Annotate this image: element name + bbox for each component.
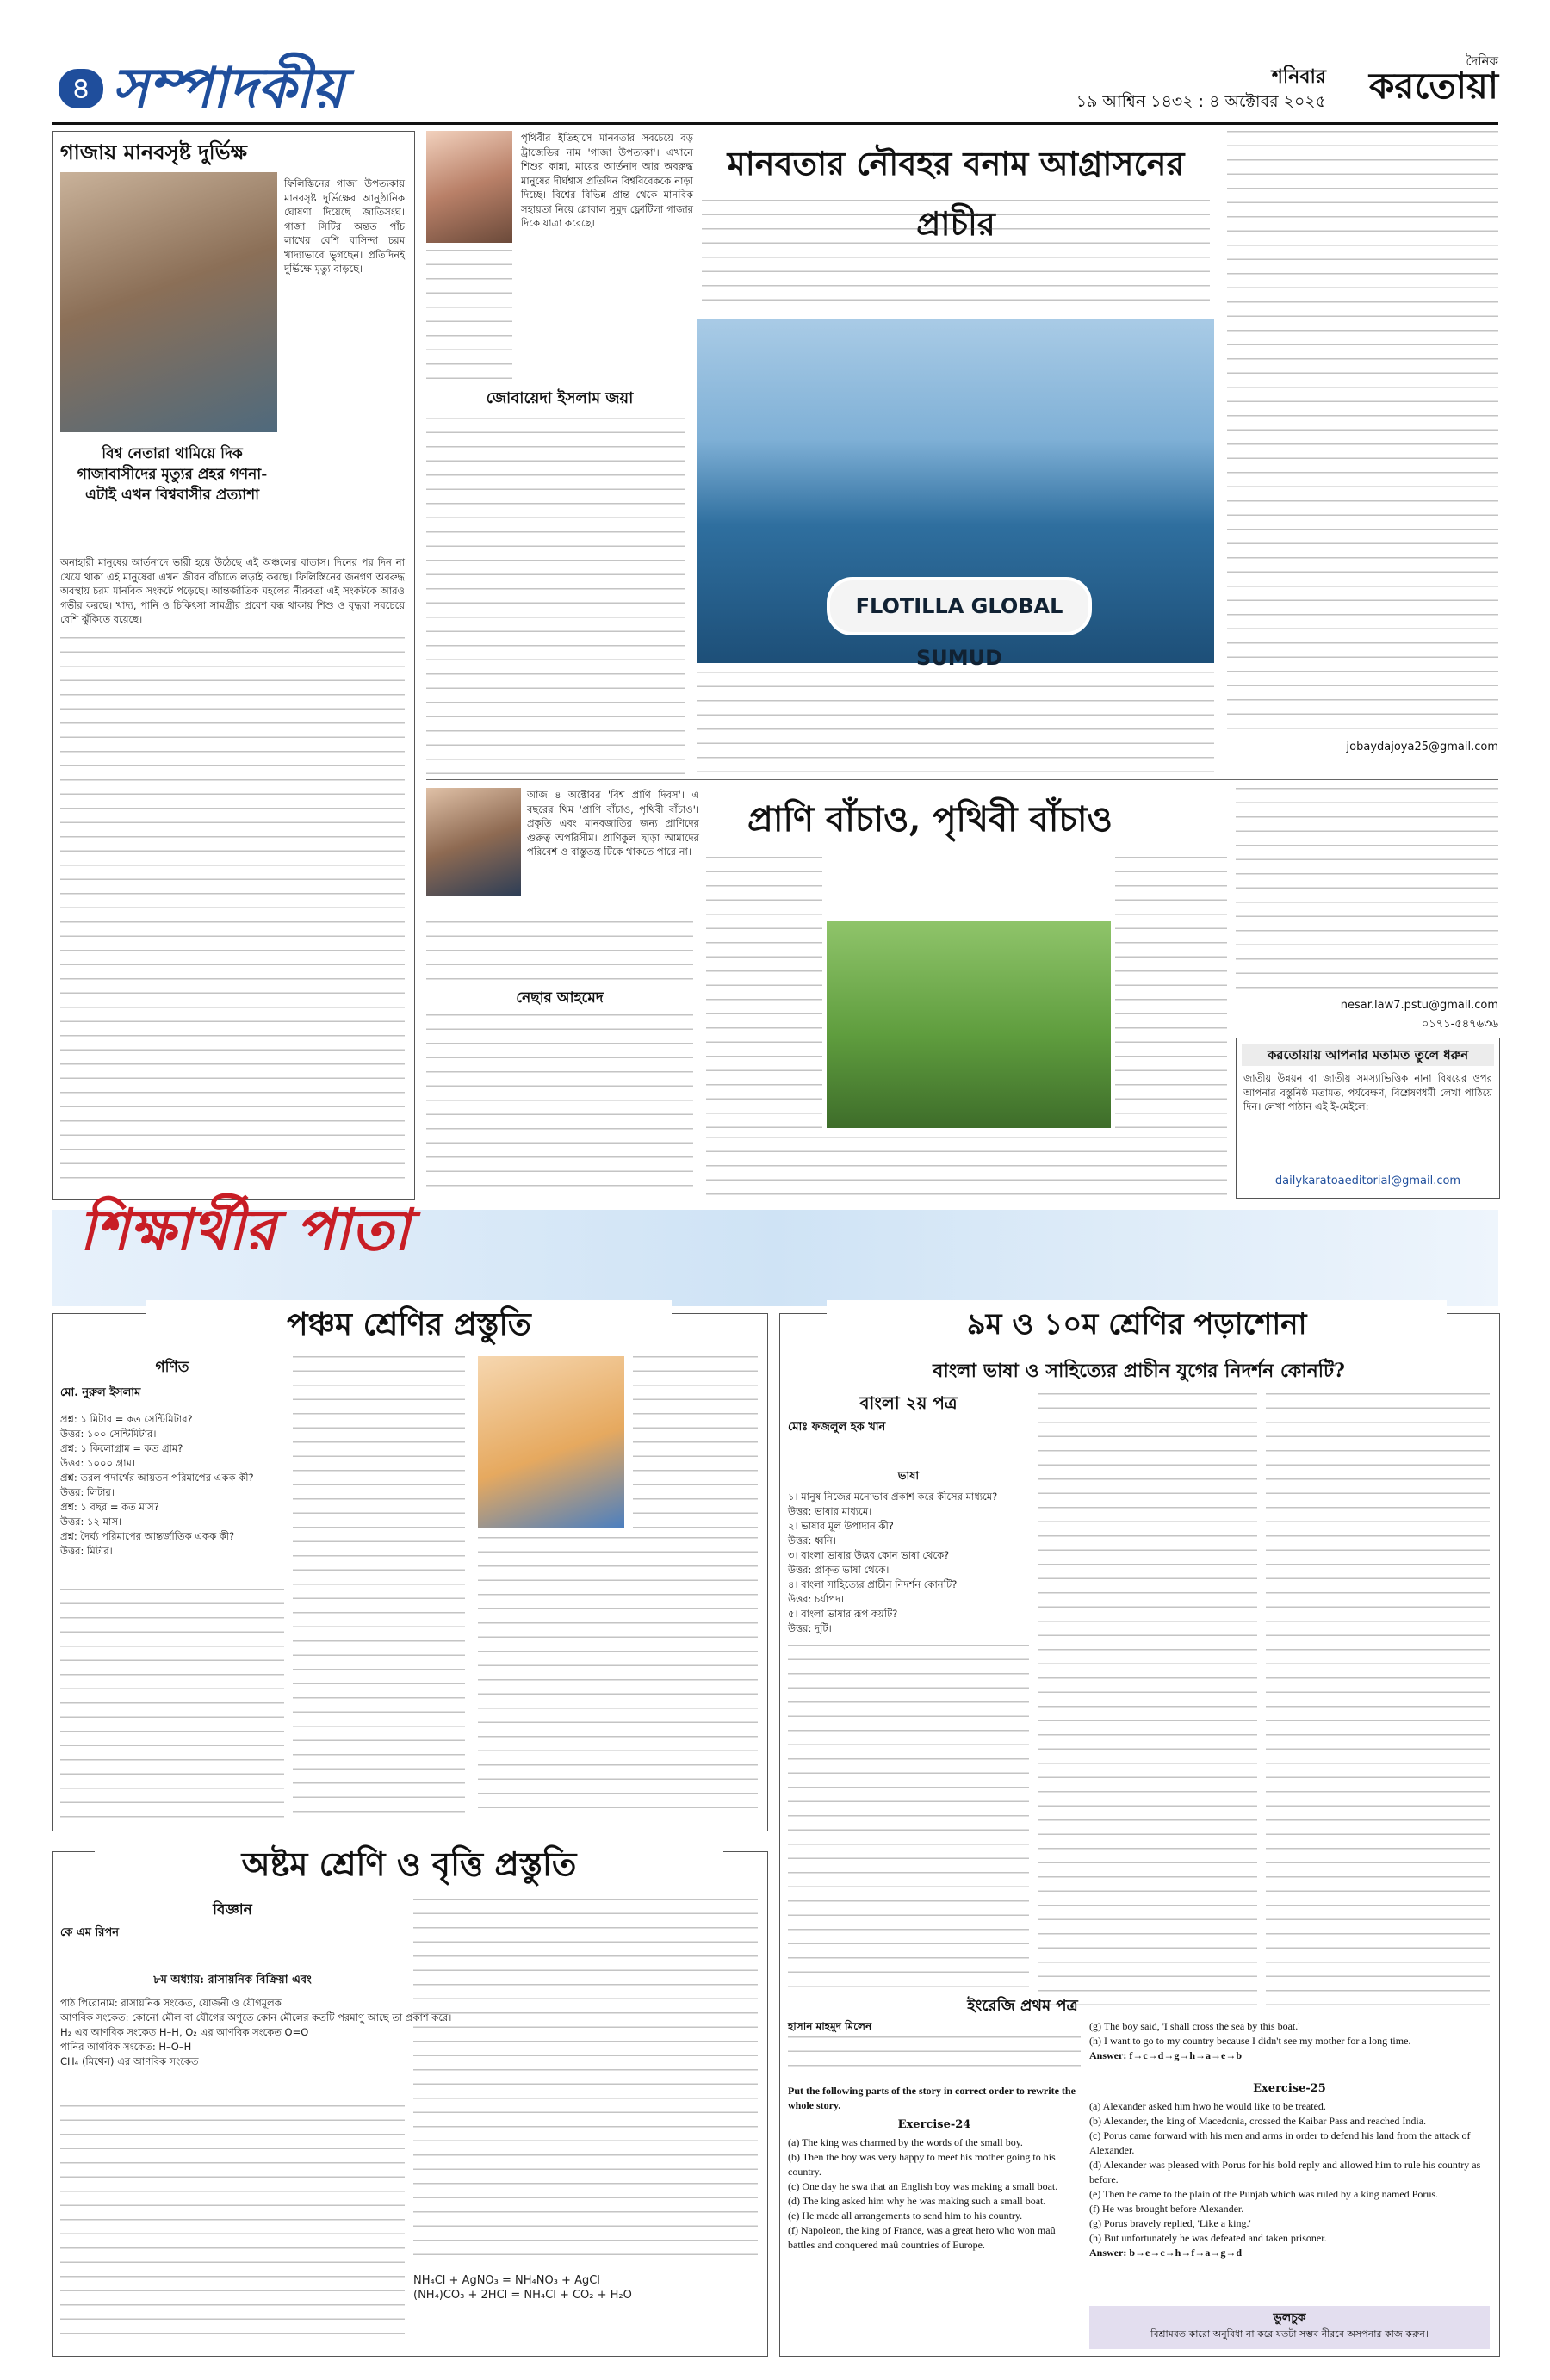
ex25-item: (a) Alexander asked him hwo he would like to be treated.	[1089, 2100, 1326, 2112]
opinion-body: জাতীয় উন্নয়ন বা জাতীয় সমস্যাভিত্তিক নানা বিষয়ের ওপর আপনার বস্তুনিষ্ঠ মতামত, পর্যবেক্ষণ, বিশ্লেষণধর্মী লেখা পাঠিয়ে দিন। লেখা পাঠান এই ই-মেইলে:	[1243, 1072, 1492, 1113]
class5-line: প্রশ্ন: তরল পদার্থের আয়তন পরিমাপের একক কী?	[60, 1472, 254, 1484]
class8-lines-a	[60, 2105, 405, 2346]
class9-line: উত্তর: দুটি।	[788, 1622, 832, 1634]
class9-line: ৪। বাংলা সাহিত্যের প্রাচীন নিদর্শন কোনটি?	[788, 1578, 958, 1590]
class8-equations	[413, 2273, 758, 2308]
class5-line: উত্তর: ১০০০ গ্রাম।	[60, 1457, 136, 1469]
author1-photo	[426, 131, 512, 243]
class8-equation: NH₄Cl + AgNO₃ = NH₄NO₃ + AgCl	[413, 2274, 600, 2287]
column1-lines-b	[426, 418, 685, 779]
class9-line: ৫। বাংলা ভাষার রূপ কয়টি?	[788, 1608, 898, 1620]
ex24-item: (g) The boy said, 'I shall cross the sea by this boat.'	[1089, 2020, 1300, 2032]
corrigendum-text: বিশ্রামরত কারো অনুবিধা না করে যতটা সম্ভব নীরবে অসপনার কাজ করুন।	[1150, 2328, 1429, 2340]
class5-line: প্রশ্ন: ১ মিটার = কত সেন্টিমিটার?	[60, 1413, 193, 1425]
column1-body: পৃথিবীর ইতিহাসে মানবতার সবচেয়ে বড় ট্রাজেডির নাম 'গাজা উপত্যকা'। এখানে শিশুর কান্না, মায়ের আর্তনাদ আর অবরুদ্ধ মানুষের দীর্ঘশ্বাস প্রতিদিন বিশ্ববিবেককে নাড়া দিচ্ছে। বিশ্বের বিভিন্ন প্রান্ত থেকে মানবিক সহায়তা নিয়ে গ্লোবাল সুমুদ ফ্লোটিলা গাজার দিকে যাত্রা করেছে।	[521, 132, 693, 229]
editorial-pull-quote: বিশ্ব নেতারা থামিয়ে দিক গাজাবাসীদের মৃত্যুর প্রহর গণনা- এটাই এখন বিশ্ববাসীর প্রত্যাশা	[77, 445, 268, 504]
class8-chapter: ৮ম অধ্যায়: রাসায়নিক বিক্রিয়া এবং	[153, 1974, 312, 1986]
editorial-title: গাজায় মানবসৃষ্ট দুর্ভিক্ষ	[60, 139, 247, 164]
class8-line: পানির আণবিক সংকেত: H–O–H	[60, 2041, 192, 2053]
editorial-caption: ফিলিস্তিনের গাজা উপত্যকায় মানবসৃষ্ট দুর্ভিক্ষের আনুষ্ঠানিক ঘোষণা দিয়েছে জাতিসংঘ। গাজা সিটির অন্তত পাঁচ লাখের বেশি বাসিন্দা চরম খাদ্যাভাবে ভুগছেন। প্রতিদিনই দুর্ভিক্ষে মৃত্যু বাড়ছে।	[284, 177, 405, 275]
ex25-item: (d) Alexander was pleased with Porus for his bold reply and allowed him to rule his country as before.	[1089, 2159, 1481, 2185]
class8-subject: বিজ্ঞান	[213, 1901, 252, 1918]
column2-body: আজ ৪ অক্টোবর 'বিশ্ব প্রাণি দিবস'। এ বছরের থিম 'প্রাণি বাঁচাও, পৃথিবী বাঁচাও'। প্রকৃতি এবং মানবজাতির জন্য প্রাণিদের গুরুত্ব অপরিসীম। প্রাণিকুল ছাড়া আমাদের পরিবেশ ও বাস্তুতন্ত্র টিকে থাকতে পারে না।	[527, 789, 699, 858]
english-subject: ইংরেজি প্রথম পত্র	[967, 1997, 1078, 2015]
ex25-item: (f) He was brought before Alexander.	[1089, 2203, 1244, 2215]
column2-headline: প্রাণি বাঁচাও, পৃথিবী বাঁচাও	[747, 799, 1113, 840]
class5-title: পঞ্চম শ্রেণির প্রস্তুতি	[146, 1300, 672, 1348]
class5-line: উত্তর: লিটার।	[60, 1486, 115, 1498]
class8-lines-b	[413, 1899, 758, 2260]
class9-line: ৩। বাংলা ভাষার উদ্ভব কোন ভাষা থেকে?	[788, 1549, 950, 1561]
divider-1	[426, 779, 1498, 780]
class5-subject: গণিত	[155, 1359, 189, 1376]
opinion-email-link[interactable]: dailykaratoaeditorial@gmail.com	[1274, 1175, 1461, 1187]
ex25-item: (c) Porus came forward with his men and arms in order to defend his land from the attack of Alexander.	[1089, 2129, 1471, 2156]
class9-line: ২। ভাষার মূল উপাদান কী?	[788, 1520, 894, 1532]
flotilla-banner: FLOTILLA GLOBAL SUMUD	[827, 577, 1092, 635]
exercise25-list	[1089, 2099, 1490, 2297]
deer-photo	[827, 921, 1111, 1128]
ex25-item: (e) Then he came to the plain of the Punjab which was ruled by a king named Porus.	[1089, 2188, 1439, 2200]
ex24-item: (b) Then the boy was very happy to meet his mother going to his country.	[788, 2151, 1056, 2178]
student-banner-title: শিক্ষার্থীর পাতা	[79, 1196, 411, 1263]
ex24-item: (d) The king asked him why he was making such a small boat.	[788, 2195, 1046, 2207]
class5-qa	[60, 1412, 284, 1584]
class9-line: উত্তর: ধ্বনি।	[788, 1534, 836, 1546]
column2-phone: ০১৭১-৫৪৭৬৩৬	[1421, 1018, 1498, 1031]
column1-headline: মানবতার নৌবহর বনাম আগ্রাসনের প্রাচীর	[727, 144, 1185, 243]
class9-qa	[788, 1490, 1029, 1640]
class8-line: আণবিক সংকেত: কোনো মৌল বা যৌগের অণুতে কোন মৌলের কতটি পরমাণু আছে তা প্রকাশ করে।	[60, 2011, 452, 2024]
class8-line: পাঠ পিরোনাম: রাসায়নিক সংকেত, যোজনী ও যৌগমূলক	[60, 1997, 282, 2009]
class5-line: প্রশ্ন: দৈর্ঘ্য পরিমাপের আন্তর্জাতিক একক কী?	[60, 1530, 235, 1542]
corrigendum-box	[1089, 2306, 1490, 2349]
class9-subject: বাংলা ২য় পত্র	[859, 1392, 958, 1413]
column2-author: নেছার আহমেদ	[516, 989, 604, 1007]
class9-topic: ভাষা	[897, 1470, 920, 1483]
column2-lines-a	[426, 921, 693, 982]
class5-line: উত্তর: মিটার।	[60, 1545, 113, 1557]
paper-logo: করতোয়া	[1369, 65, 1498, 107]
class8-teacher: কে এম রিপন	[60, 1926, 119, 1939]
class8-line: H₂ এর আণবিক সংকেত H–H, O₂ এর আণবিক সংকেত O=O	[60, 2026, 309, 2038]
exercise25-title: Exercise-25	[1253, 2082, 1326, 2095]
column2-lines-c	[706, 857, 822, 1132]
column1-lines-e	[1227, 131, 1498, 734]
column2-email: nesar.law7.pstu@gmail.com	[1340, 999, 1498, 1012]
ex25-answer: Answer: b→e→c→h→f→a→g→d	[1089, 2247, 1242, 2259]
ex24-item: (a) The king was charmed by the words of the small boy.	[788, 2136, 1023, 2148]
class9-line: উত্তর: প্রাকৃত ভাষা থেকে।	[788, 1564, 890, 1576]
ex24-answer: Answer: f→c→d→g→h→a→e→b	[1089, 2049, 1242, 2061]
exercise24-title: Exercise-24	[897, 2118, 971, 2131]
header-day: শনিবার	[1271, 66, 1326, 88]
class8-qa	[60, 1996, 452, 2099]
column1-email: jobaydajoya25@gmail.com	[1346, 741, 1498, 753]
class9-line: উত্তর: চর্যাপদ।	[788, 1593, 845, 1605]
page-number: ৪	[59, 69, 103, 108]
class5-teacher: মো. নুরুল ইসলাম	[60, 1386, 141, 1399]
column2-lines-b	[426, 1014, 693, 1199]
class8-equation: (NH₄)CO₃ + 2HCl = NH₄Cl + CO₂ + H₂O	[413, 2289, 632, 2302]
class9-lines-a	[788, 1645, 1029, 1989]
english-teacher: হাসান মাহমুদ মিলেন	[788, 2020, 872, 2032]
editorial-body: অনাহারী মানুষের আর্তনাদে ভারী হয়ে উঠেছে এই অঞ্চলের বাতাস। দিনের পর দিন না খেয়ে থাকা এই মানুষেরা এখন জীবন বাঁচাতে লড়াই করছে। ফিলিস্তিনের জনগণ অবরুদ্ধ অবস্থায় চরম মানবিক সংকটে পড়েছে। আন্তর্জাতিক মহলের নীরবতা এই সংকটকে আরও গভীর করছে। খাদ্য, পানি ও চিকিৎসা সামগ্রীর প্রবেশ বন্ধ থাকায় শিশু ও বৃদ্ধরা সবচেয়ে বেশি ঝুঁকিতে রয়েছে।	[60, 556, 405, 625]
class5-line: প্রশ্ন: ১ কিলোগ্রাম = কত গ্রাম?	[60, 1442, 183, 1454]
header-rule	[52, 122, 1498, 125]
paper-small-label: দৈনিক	[1466, 53, 1498, 69]
header-date: ১৯ আশ্বিন ১৪৩২ : ৪ অক্টোবর ২০২৫	[1076, 92, 1326, 111]
class5-illustration	[478, 1356, 624, 1528]
column2-lines-f	[1236, 788, 1498, 995]
exercise24-list2	[1089, 2019, 1490, 2079]
ex25-item: (g) Porus bravely replied, 'Like a king.'	[1089, 2217, 1251, 2229]
ex25-item: (h) But unfortunately he was defeated and taken prisoner.	[1089, 2232, 1327, 2244]
english-instruction: Put the following parts of the story in correct order to rewrite the whole story.	[788, 2085, 1076, 2111]
class5-lines-c	[478, 1537, 758, 1821]
class9-line: ১। মানুষ নিজের মনোভাব প্রকাশ করে কীসের মাধ্যমে?	[788, 1491, 998, 1503]
column1-lines-c	[702, 200, 1210, 312]
class9-title: ৯ম ও ১০ম শ্রেণির পড়াশোনা	[827, 1300, 1447, 1348]
class9-lines-b	[1038, 1393, 1257, 2013]
author2-photo	[426, 788, 521, 896]
class9-question: বাংলা ভাষা ও সাহিত্যের প্রাচীন যুগের নিদর্শন কোনটি?	[933, 1360, 1345, 1382]
class8-line: CH₄ (মিথেন) এর আণবিক সংকেত	[60, 2055, 199, 2067]
ex25-item: (b) Alexander, the king of Macedonia, crossed the Kaibar Pass and reached India.	[1089, 2115, 1427, 2127]
column1-lines-d	[698, 672, 1214, 775]
column2-lines-e	[706, 1137, 1227, 1199]
english-intro-lines	[788, 2036, 1081, 2079]
class9-line: উত্তর: ভাষার মাধ্যমে।	[788, 1505, 872, 1517]
corrigendum-title: ভুলচুক	[1273, 2311, 1306, 2325]
class5-line: প্রশ্ন: ১ বছর = কত মাস?	[60, 1501, 159, 1513]
column1-author: জোবায়েদা ইসলাম জয়া	[486, 389, 634, 407]
class9-lines-c	[1266, 1393, 1490, 2013]
column1-lines-a	[426, 250, 512, 379]
opinion-title: করতোয়ায় আপনার মতামত তুলে ধরুন	[1242, 1044, 1494, 1066]
editorial-photo	[60, 172, 277, 432]
class5-line: উত্তর: ১০০ সেন্টিমিটার।	[60, 1428, 157, 1440]
flotilla-photo	[698, 319, 1214, 670]
ex24-item: (f) Napoleon, the king of France, was a great hero who won maû battles and conquered maû countries of Europe.	[788, 2224, 1056, 2251]
class5-lines-b	[293, 1356, 465, 1821]
ex24-item: (e) He made all arrangements to send him to his country.	[788, 2210, 1023, 2222]
column2-lines-d	[1115, 857, 1227, 1132]
editorial-body-lines	[60, 637, 405, 1188]
ex24-item: (c) One day he swa that an English boy was making a small boat.	[788, 2180, 1058, 2192]
exercise24-list	[788, 2135, 1081, 2351]
class8-title: অষ্টম শ্রেণি ও বৃত্তি প্রস্তুতি	[95, 1838, 723, 1890]
class9-teacher: মোঃ ফজলুল হক খান	[788, 1421, 886, 1434]
class5-lines-a	[60, 1589, 284, 1821]
class5-line: উত্তর: ১২ মাস।	[60, 1515, 122, 1528]
opinion-box	[1236, 1038, 1500, 1199]
section-title: সম্পাদকীয়	[112, 56, 344, 121]
ex24-item: (h) I want to go to my country because I didn't see my mother for a long time.	[1089, 2035, 1411, 2047]
class5-lines-d	[633, 1356, 758, 1528]
